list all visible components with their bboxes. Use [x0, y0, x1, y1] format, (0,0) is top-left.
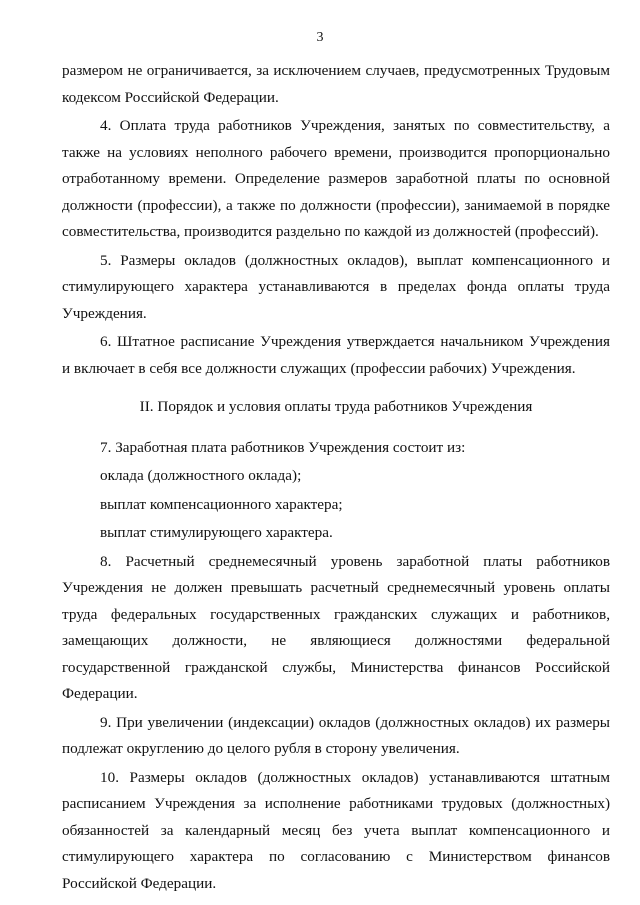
paragraph-6: 6. Штатное расписание Учреждения утверждается начальником Учреждения и включает в себя все должности служащих (профессии рабочих) Учреждения.: [62, 333, 610, 377]
paragraph-7: 7. Заработная плата работников Учреждения состоит из:: [100, 438, 466, 456]
paragraph-5: 5. Размеры окладов (должностных окладов), выплат компенсационного и стимулирующего характера устанавливаются в пределах фонда оплаты труда Учреждения.: [62, 251, 610, 322]
paragraph-4: 4. Оплата труда работников Учреждения, занятых по совместительству, а также на условиях неполного рабочего времени, производится пропорционально отработанному времени. Определение размеров заработной платы по основной должности (профессии), а также по должности (профессии), занимаемой в порядке совместительства, производится раздельно по каждой из должностей (профессий).: [62, 117, 610, 240]
paragraph-9: 9. При увеличении (индексации) окладов (должностных окладов) их размеры подлежат округлению до целого рубля в сторону увеличения.: [62, 713, 610, 757]
section-heading: II. Порядок и условия оплаты труда работников Учреждения: [139, 398, 533, 415]
page-number: 3: [316, 30, 324, 45]
document-body: [62, 58, 610, 899]
list-item-incentive: выплат стимулирующего характера.: [100, 524, 333, 541]
list-item-salary: оклада (должностного оклада);: [100, 467, 302, 484]
list-item-compensation: выплат компенсационного характера;: [100, 495, 343, 513]
paragraph-8: 8. Расчетный среднемесячный уровень заработной платы работников Учреждения не должен превышать расчетный среднемесячный уровень оплаты труда федеральных государственных гражданских служащих и работников, замещающих должности, не являющиеся должностями федеральной государственной гражданской службы, Министерства финансов Российской Федерации.: [62, 552, 610, 702]
paragraph-10: 10. Размеры окладов (должностных окладов) устанавливаются штатным расписанием Учреждения за исполнение работниками трудовых (должностных) обязанностей за календарный месяц без учета выплат компенсационного и стимулирующего характера по согласованию с Министерством финансов Российской Федерации.: [62, 768, 610, 892]
paragraph-continuation: размером не ограничивается, за исключением случаев, предусмотренных Трудовым кодексом Российской Федерации.: [62, 62, 610, 106]
